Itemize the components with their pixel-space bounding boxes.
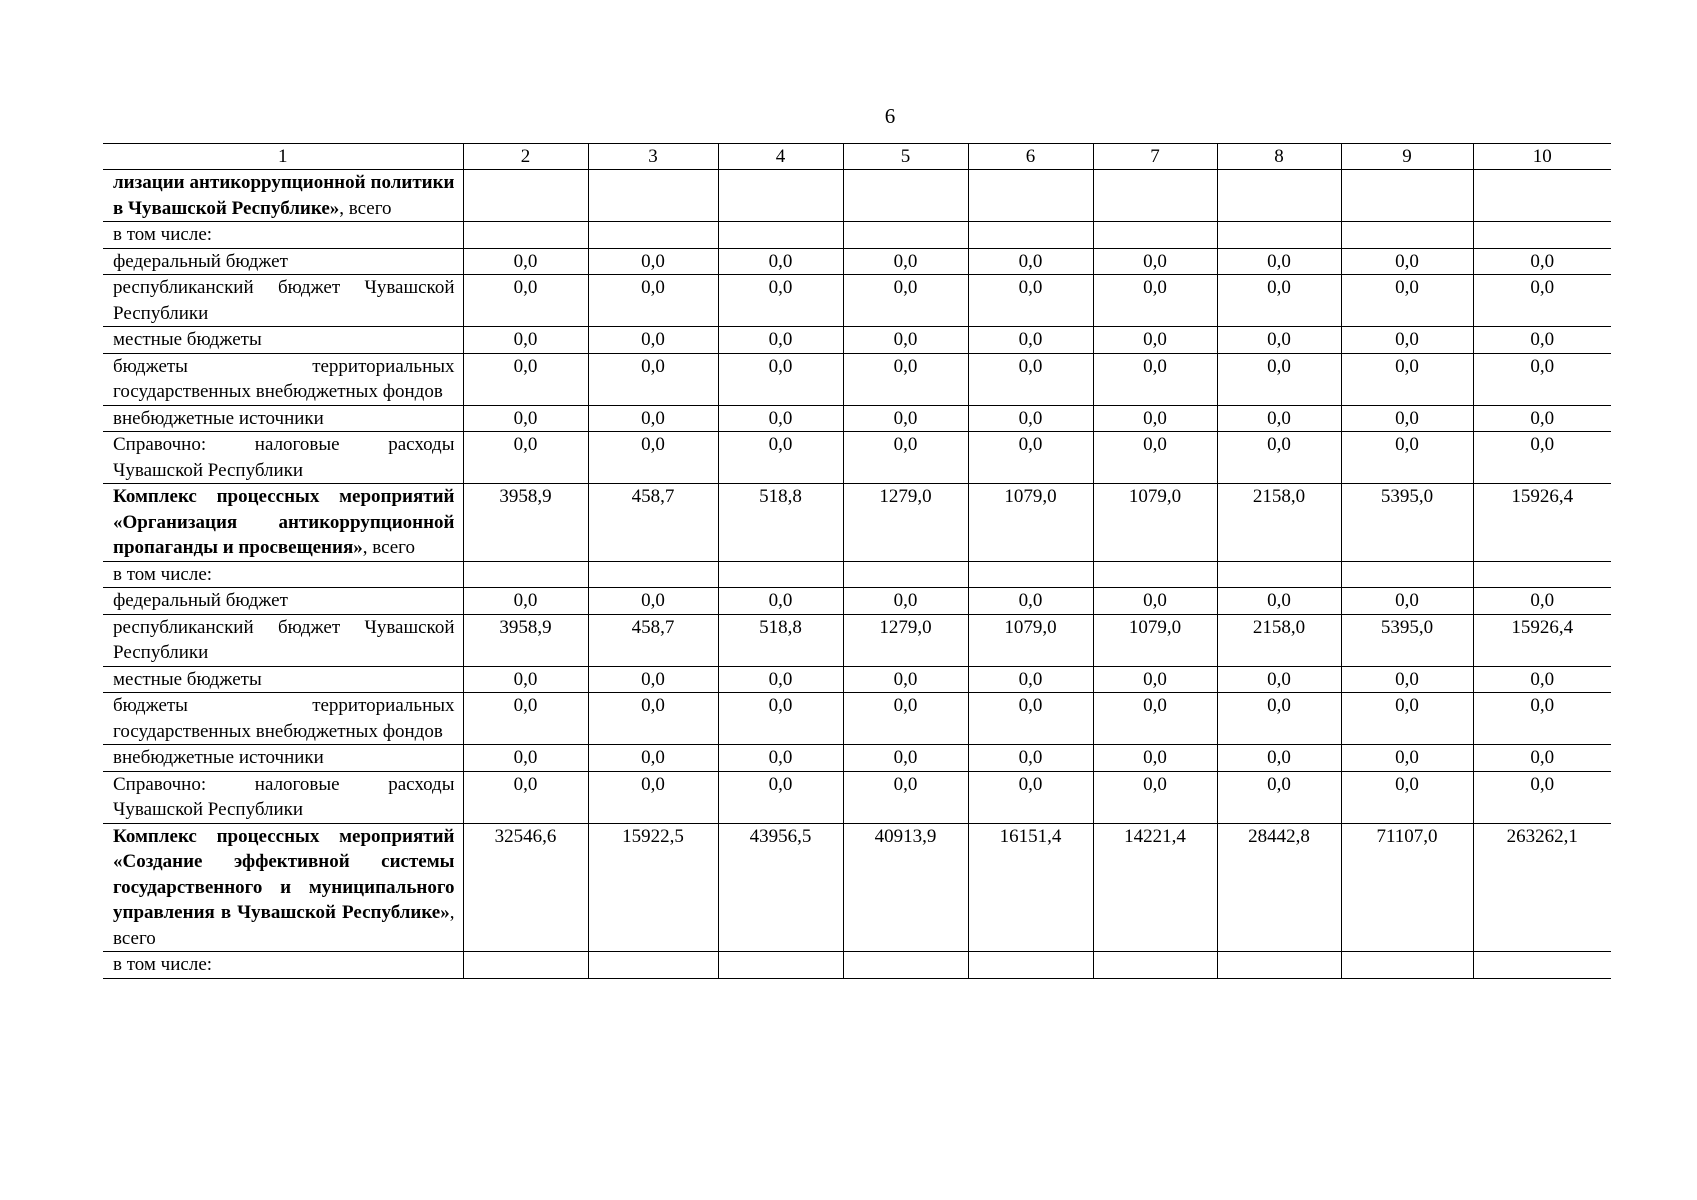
table-row — [103, 771, 1611, 823]
row-label-text: местные бюджеты — [113, 329, 262, 350]
value-cell: 0,0 — [588, 588, 718, 615]
value-cell — [843, 222, 968, 249]
value-cell: 0,0 — [1093, 666, 1217, 693]
table-row — [103, 614, 1611, 666]
value-cell: 1079,0 — [968, 484, 1093, 562]
value-cell: 0,0 — [1217, 745, 1341, 772]
row-label-text: бюджеты территориальных государственных внебюджетных фондов — [113, 695, 455, 742]
value-cell — [588, 952, 718, 979]
value-cell: 5395,0 — [1341, 614, 1473, 666]
value-cell: 0,0 — [1093, 275, 1217, 327]
value-cell: 458,7 — [588, 614, 718, 666]
value-cell — [968, 170, 1093, 222]
table-row — [103, 666, 1611, 693]
value-cell: 0,0 — [1093, 327, 1217, 354]
row-label — [103, 693, 463, 745]
value-cell — [1473, 952, 1611, 979]
value-cell: 0,0 — [463, 432, 588, 484]
value-cell — [1341, 952, 1473, 979]
table-row — [103, 248, 1611, 275]
value-cell: 0,0 — [588, 432, 718, 484]
value-cell: 0,0 — [588, 405, 718, 432]
value-cell — [1341, 170, 1473, 222]
value-cell: 0,0 — [718, 666, 843, 693]
value-cell: 0,0 — [1341, 693, 1473, 745]
value-cell: 0,0 — [968, 771, 1093, 823]
value-cell: 0,0 — [1341, 771, 1473, 823]
value-cell — [463, 561, 588, 588]
value-cell: 0,0 — [968, 666, 1093, 693]
table-row — [103, 823, 1611, 952]
value-cell: 0,0 — [463, 588, 588, 615]
row-label — [103, 484, 463, 562]
value-cell: 0,0 — [968, 745, 1093, 772]
value-cell — [843, 952, 968, 979]
value-cell: 0,0 — [463, 745, 588, 772]
value-cell: 2158,0 — [1217, 614, 1341, 666]
value-cell: 0,0 — [843, 275, 968, 327]
value-cell: 32546,6 — [463, 823, 588, 952]
column-header: 7 — [1093, 144, 1217, 170]
value-cell — [718, 561, 843, 588]
value-cell: 0,0 — [1093, 432, 1217, 484]
value-cell: 0,0 — [463, 693, 588, 745]
value-cell — [1473, 222, 1611, 249]
value-cell: 14221,4 — [1093, 823, 1217, 952]
value-cell: 0,0 — [843, 405, 968, 432]
row-label-text: , всего — [339, 197, 392, 219]
value-cell: 0,0 — [1473, 275, 1611, 327]
row-label-text: в том числе: — [113, 224, 213, 245]
value-cell: 0,0 — [843, 588, 968, 615]
value-cell: 518,8 — [718, 614, 843, 666]
row-label — [103, 248, 463, 275]
value-cell: 0,0 — [718, 745, 843, 772]
column-header: 9 — [1341, 144, 1473, 170]
value-cell — [1093, 561, 1217, 588]
row-label — [103, 222, 463, 249]
column-header: 8 — [1217, 144, 1341, 170]
value-cell: 0,0 — [1093, 588, 1217, 615]
page-number: 6 — [884, 104, 896, 128]
value-cell: 5395,0 — [1341, 484, 1473, 562]
row-label-bold: Комплекс процессных мероприятий «Создание эффективной системы государственного и муниципального управления в Чувашской Республике» — [113, 825, 455, 923]
column-header: 6 — [968, 144, 1093, 170]
value-cell — [718, 222, 843, 249]
value-cell — [588, 222, 718, 249]
value-cell: 15926,4 — [1473, 614, 1611, 666]
table-row — [103, 432, 1611, 484]
value-cell: 0,0 — [588, 327, 718, 354]
value-cell: 2158,0 — [1217, 484, 1341, 562]
table-row — [103, 405, 1611, 432]
row-label — [103, 588, 463, 615]
row-label-text: федеральный бюджет — [113, 590, 288, 611]
row-label-text: Справочно: налоговые расходы Чувашской Республики — [113, 434, 455, 481]
row-label-bold: Комплекс процессных мероприятий «Организация антикоррупционной пропаганды и просвещения» — [113, 486, 455, 558]
column-header: 5 — [843, 144, 968, 170]
value-cell: 0,0 — [1473, 666, 1611, 693]
row-label — [103, 432, 463, 484]
value-cell: 0,0 — [843, 248, 968, 275]
row-label-text: местные бюджеты — [113, 668, 262, 690]
row-label — [103, 614, 463, 666]
value-cell: 0,0 — [463, 275, 588, 327]
value-cell: 0,0 — [718, 771, 843, 823]
row-label — [103, 771, 463, 823]
row-label — [103, 275, 463, 327]
value-cell: 0,0 — [588, 745, 718, 772]
value-cell: 0,0 — [1341, 353, 1473, 405]
value-cell: 0,0 — [588, 693, 718, 745]
table-row — [103, 484, 1611, 562]
row-label-text: , всего — [113, 902, 455, 949]
value-cell: 0,0 — [843, 745, 968, 772]
value-cell: 0,0 — [1093, 745, 1217, 772]
value-cell: 0,0 — [588, 771, 718, 823]
value-cell: 0,0 — [1341, 666, 1473, 693]
value-cell: 0,0 — [968, 275, 1093, 327]
value-cell — [843, 170, 968, 222]
table-row — [103, 561, 1611, 588]
value-cell: 0,0 — [843, 327, 968, 354]
value-cell — [968, 222, 1093, 249]
value-cell: 28442,8 — [1217, 823, 1341, 952]
value-cell: 0,0 — [968, 405, 1093, 432]
value-cell: 0,0 — [1217, 327, 1341, 354]
value-cell: 40913,9 — [843, 823, 968, 952]
column-header: 2 — [463, 144, 588, 170]
row-label-text: в том числе: — [113, 563, 213, 585]
row-label-text: внебюджетные источники — [113, 747, 324, 768]
row-label-text: республиканский бюджет Чувашской Республики — [113, 277, 455, 324]
value-cell: 0,0 — [1473, 353, 1611, 405]
value-cell: 1279,0 — [843, 484, 968, 562]
value-cell: 0,0 — [463, 666, 588, 693]
value-cell: 0,0 — [588, 275, 718, 327]
value-cell — [968, 952, 1093, 979]
value-cell: 0,0 — [1341, 327, 1473, 354]
value-cell — [968, 561, 1093, 588]
column-header: 4 — [718, 144, 843, 170]
value-cell: 0,0 — [968, 432, 1093, 484]
value-cell — [1217, 170, 1341, 222]
value-cell: 0,0 — [1341, 588, 1473, 615]
value-cell: 0,0 — [1217, 275, 1341, 327]
row-label-text: республиканский бюджет Чувашской Республики — [113, 616, 455, 663]
value-cell: 263262,1 — [1473, 823, 1611, 952]
value-cell: 0,0 — [843, 693, 968, 745]
row-label-text: Справочно: налоговые расходы Чувашской Республики — [113, 773, 455, 820]
value-cell: 3958,9 — [463, 484, 588, 562]
value-cell: 0,0 — [1473, 588, 1611, 615]
value-cell: 1079,0 — [1093, 614, 1217, 666]
value-cell — [1217, 952, 1341, 979]
value-cell — [843, 561, 968, 588]
value-cell — [1341, 222, 1473, 249]
row-label-text: в том числе: — [113, 954, 213, 975]
value-cell: 0,0 — [843, 771, 968, 823]
budget-table — [103, 143, 1611, 979]
table-row — [103, 353, 1611, 405]
value-cell: 0,0 — [1217, 248, 1341, 275]
value-cell: 0,0 — [463, 327, 588, 354]
value-cell: 0,0 — [1473, 432, 1611, 484]
value-cell: 16151,4 — [968, 823, 1093, 952]
value-cell — [1473, 170, 1611, 222]
value-cell: 0,0 — [843, 432, 968, 484]
value-cell: 1279,0 — [843, 614, 968, 666]
value-cell: 0,0 — [1217, 405, 1341, 432]
value-cell — [1093, 222, 1217, 249]
value-cell: 0,0 — [1217, 771, 1341, 823]
value-cell: 1079,0 — [968, 614, 1093, 666]
row-label-text: федеральный бюджет — [113, 250, 288, 272]
column-header: 1 — [103, 144, 463, 170]
value-cell: 0,0 — [968, 327, 1093, 354]
value-cell: 518,8 — [718, 484, 843, 562]
row-label-text: бюджеты территориальных государственных внебюджетных фондов — [113, 355, 455, 402]
value-cell: 0,0 — [463, 248, 588, 275]
value-cell: 0,0 — [1093, 405, 1217, 432]
value-cell: 0,0 — [1341, 432, 1473, 484]
row-label-text: , всего — [362, 537, 415, 558]
value-cell: 0,0 — [1473, 745, 1611, 772]
row-label — [103, 666, 463, 693]
row-label — [103, 745, 463, 772]
value-cell: 0,0 — [463, 353, 588, 405]
value-cell: 0,0 — [1473, 405, 1611, 432]
table-row — [103, 588, 1611, 615]
value-cell: 0,0 — [968, 588, 1093, 615]
row-label — [103, 952, 463, 979]
table-row — [103, 693, 1611, 745]
value-cell — [1473, 561, 1611, 588]
row-label — [103, 561, 463, 588]
value-cell: 1079,0 — [1093, 484, 1217, 562]
value-cell: 0,0 — [1093, 353, 1217, 405]
value-cell: 0,0 — [1473, 248, 1611, 275]
value-cell: 0,0 — [718, 432, 843, 484]
value-cell — [1093, 170, 1217, 222]
value-cell: 0,0 — [588, 353, 718, 405]
value-cell — [588, 561, 718, 588]
column-header: 10 — [1473, 144, 1611, 170]
value-cell: 15922,5 — [588, 823, 718, 952]
value-cell: 458,7 — [588, 484, 718, 562]
value-cell: 0,0 — [718, 588, 843, 615]
value-cell — [463, 222, 588, 249]
value-cell: 0,0 — [1473, 771, 1611, 823]
value-cell: 0,0 — [588, 666, 718, 693]
value-cell: 0,0 — [1341, 405, 1473, 432]
table-header-row — [103, 144, 1611, 170]
value-cell — [463, 952, 588, 979]
table-row — [103, 222, 1611, 249]
row-label — [103, 170, 463, 222]
row-label — [103, 353, 463, 405]
value-cell: 0,0 — [718, 405, 843, 432]
value-cell — [718, 170, 843, 222]
value-cell: 0,0 — [588, 248, 718, 275]
value-cell: 0,0 — [1217, 432, 1341, 484]
value-cell: 0,0 — [1093, 248, 1217, 275]
value-cell: 0,0 — [1341, 275, 1473, 327]
value-cell — [718, 952, 843, 979]
value-cell: 71107,0 — [1341, 823, 1473, 952]
value-cell: 0,0 — [1473, 327, 1611, 354]
value-cell: 0,0 — [1217, 666, 1341, 693]
value-cell: 0,0 — [718, 353, 843, 405]
row-label — [103, 823, 463, 952]
value-cell: 0,0 — [718, 327, 843, 354]
value-cell: 0,0 — [463, 405, 588, 432]
value-cell — [463, 170, 588, 222]
row-label-bold: лизации антикоррупционной политики в Чувашской Республике» — [113, 172, 455, 219]
value-cell: 0,0 — [1217, 588, 1341, 615]
value-cell: 0,0 — [1217, 693, 1341, 745]
value-cell: 0,0 — [1093, 693, 1217, 745]
value-cell: 0,0 — [718, 275, 843, 327]
value-cell: 0,0 — [1341, 745, 1473, 772]
value-cell: 43956,5 — [718, 823, 843, 952]
value-cell: 0,0 — [968, 693, 1093, 745]
table-row — [103, 952, 1611, 979]
value-cell: 0,0 — [1217, 353, 1341, 405]
value-cell: 0,0 — [843, 666, 968, 693]
value-cell — [1341, 561, 1473, 588]
column-header: 3 — [588, 144, 718, 170]
value-cell — [588, 170, 718, 222]
value-cell: 0,0 — [1473, 693, 1611, 745]
table-row — [103, 170, 1611, 222]
value-cell — [1217, 561, 1341, 588]
value-cell: 0,0 — [463, 771, 588, 823]
value-cell — [1217, 222, 1341, 249]
value-cell — [1093, 952, 1217, 979]
table-row — [103, 745, 1611, 772]
table-row — [103, 275, 1611, 327]
table-row — [103, 327, 1611, 354]
value-cell: 0,0 — [1093, 771, 1217, 823]
row-label — [103, 327, 463, 354]
row-label — [103, 405, 463, 432]
value-cell: 0,0 — [968, 353, 1093, 405]
value-cell: 15926,4 — [1473, 484, 1611, 562]
value-cell: 3958,9 — [463, 614, 588, 666]
row-label-text: внебюджетные источники — [113, 407, 324, 429]
value-cell: 0,0 — [718, 248, 843, 275]
value-cell: 0,0 — [968, 248, 1093, 275]
value-cell: 0,0 — [843, 353, 968, 405]
value-cell: 0,0 — [718, 693, 843, 745]
value-cell: 0,0 — [1341, 248, 1473, 275]
